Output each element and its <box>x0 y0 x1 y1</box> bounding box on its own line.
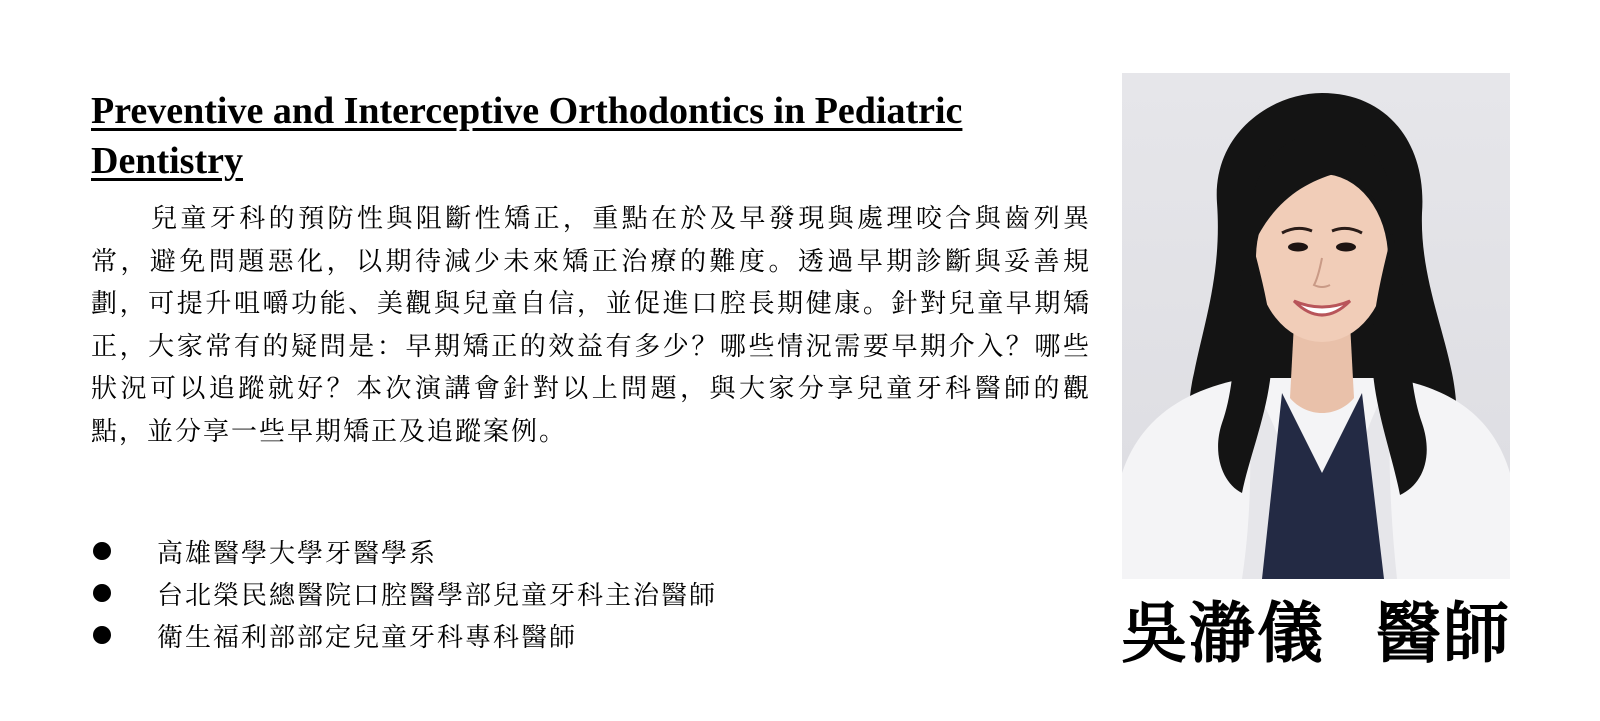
bullet-icon <box>93 626 111 644</box>
abstract-paragraph: 兒童牙科的預防性與阻斷性矯正，重點在於及早發現與處理咬合與齒列異常，避免問題惡化，以期待減少未來矯正治療的難度。透過早期診斷與妥善規劃，可提升咀嚼功能、美觀與兒童自信，並促進口腔長期健康。針對兒童早期矯正，大家常有的疑問是：早期矯正的效益有多少？哪些情況需要早期介入？哪些狀況可以追蹤就好？本次演講會針對以上問題，與大家分享兒童牙科醫師的觀點，並分享一些早期矯正及追蹤案例。 <box>91 204 1091 447</box>
talk-title: Preventive and Interceptive Orthodontics in Pediatric Dentistry <box>91 90 963 182</box>
credential-text: 台北榮民總醫院口腔醫學部兒童牙科主治醫師 <box>157 580 718 611</box>
right-eye <box>1336 243 1356 252</box>
left-eye <box>1288 243 1308 252</box>
speaker-credentials-list <box>91 530 717 656</box>
portrait-illustration <box>1122 73 1510 579</box>
bullet-icon <box>93 584 111 602</box>
bullet-icon <box>93 542 111 560</box>
credential-item <box>91 530 717 572</box>
credential-text: 高雄醫學大學牙醫學系 <box>157 538 438 569</box>
credential-text: 衛生福利部部定兒童牙科專科醫師 <box>157 622 578 653</box>
speaker-portrait <box>1122 73 1510 579</box>
credential-item <box>91 572 717 614</box>
credential-item <box>91 614 717 656</box>
speaker-name: 吳瀞儀 醫師 <box>1121 593 1511 672</box>
